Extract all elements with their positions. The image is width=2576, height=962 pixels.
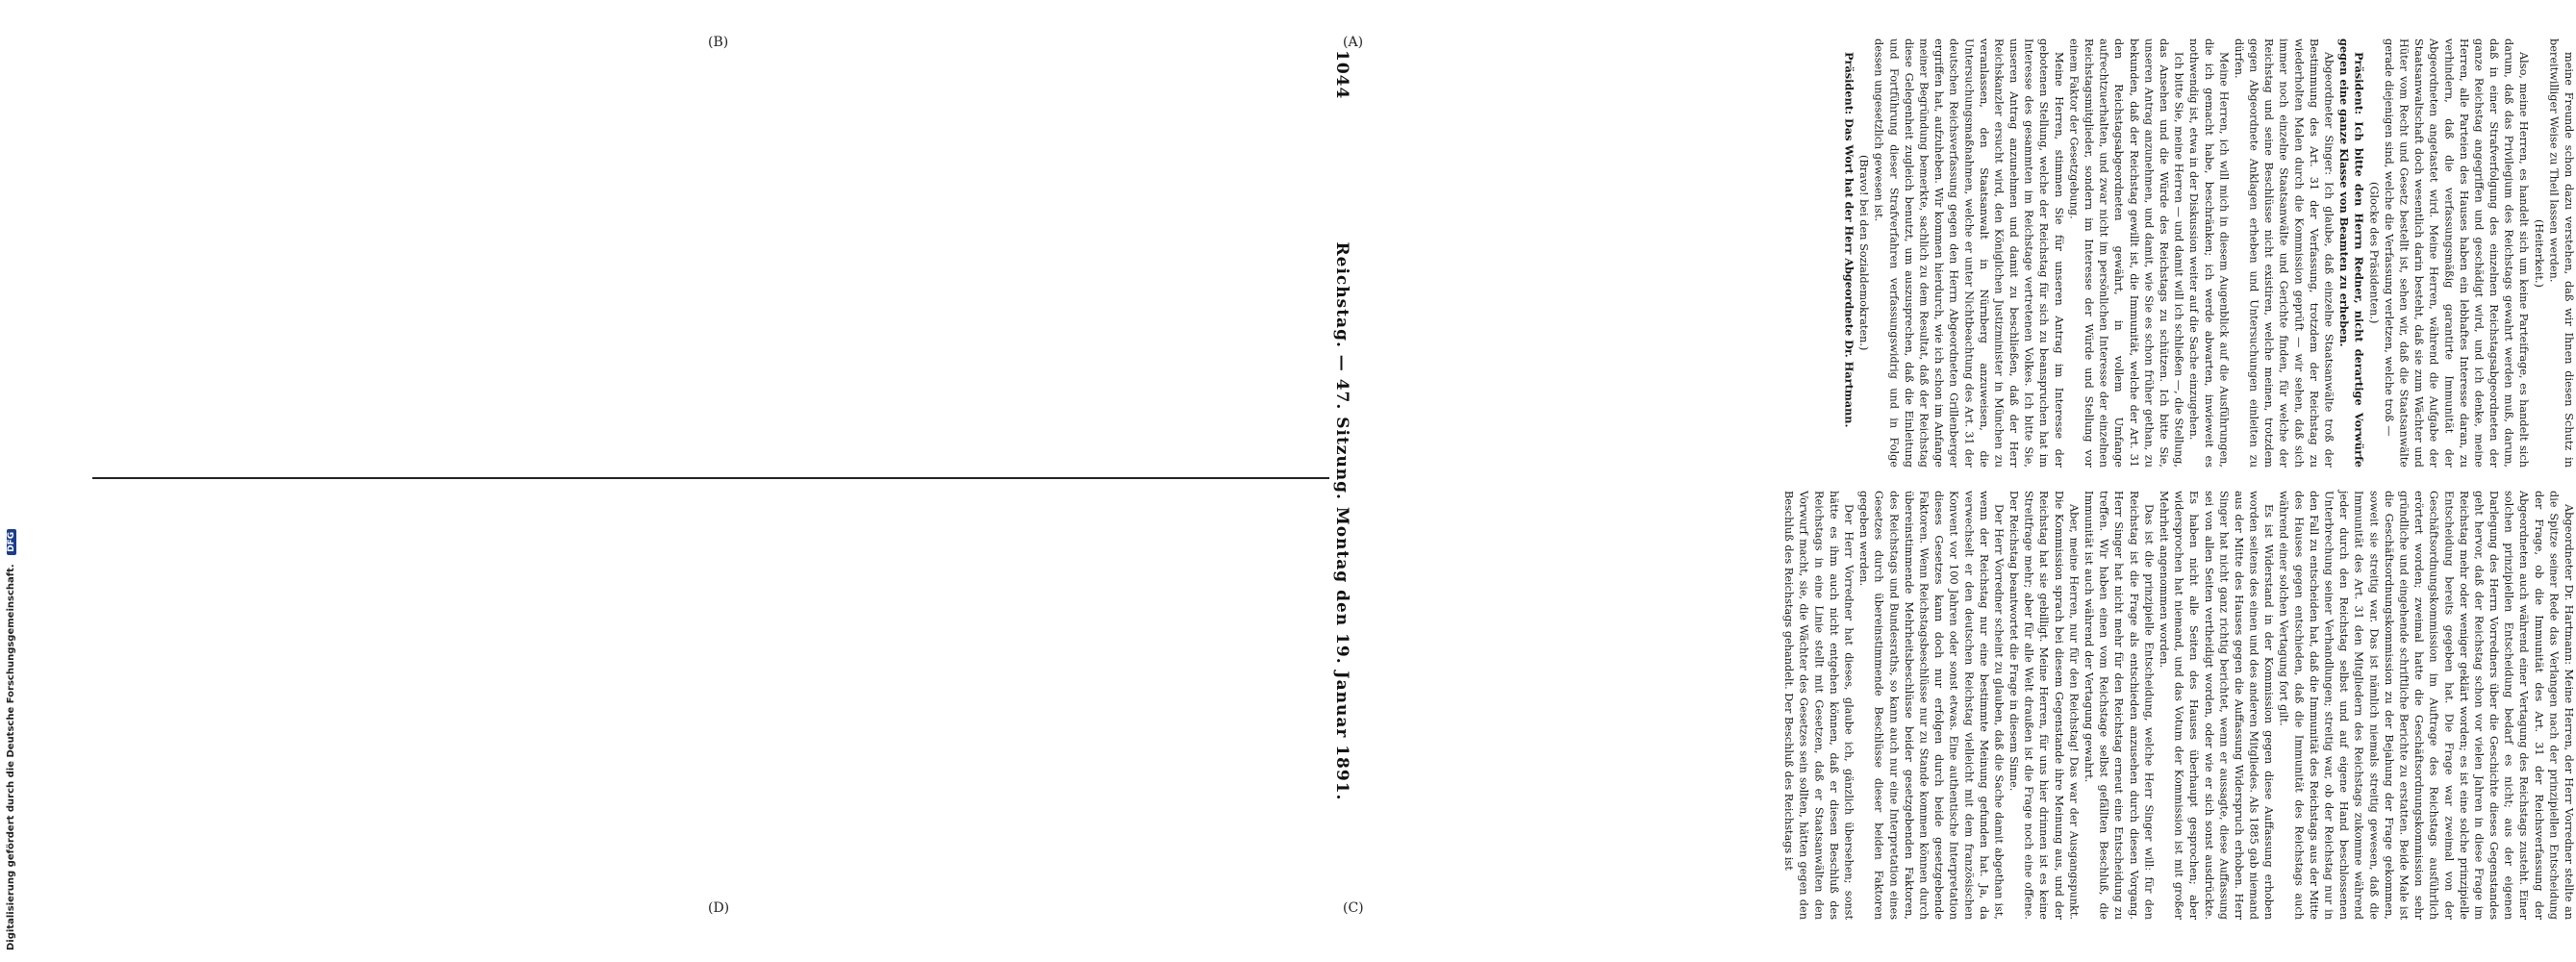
paragraph: Meine Herren, stimmen Sie für unseren Antrag im Interesse der gebotenen Stellung, welche der Reichstag für sich zu beanspruchen hat im Interesse des gesammten im Reichstage vertretenen Volkes. Ich bitte Sie, unseren Antrag anzunehmen und damit zu beschließen, daß der Herr Reichskanzler ersucht wird, den Königlichen Justizminister in München zu veranlassen, den Staatsanwalt in Nürnberg anzuweisen, die Untersuchungsmaßnahmen, welche er unter Nichtbeachtung des Art. 31 der deutschen Reichsverfassung gegen den Herrn Abgeordneten Grillenberger ergriffen hat, aufzuheben. Wir kommen hierdurch, wie ich schon im Anfange meiner Begründung bemerkte, sachlich zu dem Resultat, daß der Reichstag diese Gelegenheit zugleich benutzt, um auszusprechen, daß die Einleitung und Fortführung dieser Strafverfahren verfassungswidrig und in Folge dessen ungesetzlich gewesen ist. xyxy=(1872,38,2065,468)
paragraph: Es ist Widerstand in der Kommission gegen diese Auffassung erhoben worden seitens des einen und des anderen Mitgliedes. Als 1885 gab niemand aus der Mitte des Hauses gegen die Auffassung Widerspruch erhoben. Herr Singer hat nicht ganz richtig berichtet, wenn er aussagte, diese Auffassung sei von allen Seiten vertheidigt worden, oder wie er sich sonst ausdrückte. Es haben nicht alle Seiten des Hauses überhaupt gesprochen; aber widersprochen hat niemand, und das Votum der Kommission ist mit großer Mehrheit angenommen worden. xyxy=(2157,491,2276,920)
paragraph: Meine Herren, ich will mich in diesem Augenblick auf die Ausführungen, die ich gemacht habe, beschränken; ich werde abwarten, inwieweit es nothwendig ist, etwa in der Diskussion weiter auf die Sache einzugehen. xyxy=(2187,38,2231,468)
stage-direction: (Heiterkeit.) xyxy=(2532,218,2545,288)
paragraph: Präsident: Das Wort hat der Herr Abgeordnete Dr. Hartmann. xyxy=(1842,52,1856,428)
paragraph: Der Herr Vorredner hat dieses, glaube ich, gänzlich übersehen; sonst hätte es ihm auch nicht entgehen können, daß er diesen Beschluß des Reichstags in eine Linie stellt mit Gesetzen, daß er Staatsanwälten den Vorwurf macht, sie, die Wächter des Gesetzes sein sollten, hätten gegen den Beschluß des Reichstags gehandelt. Der Beschluß des Reichstags ist xyxy=(1782,491,1856,920)
column-divider xyxy=(92,477,1329,479)
paragraph: Also, meine Herren, es handelt sich um keine Parteifrage, es handelt sich darum, daß das Privilegium des Reichstags gewahrt werden muß, darum, daß in einer Strafverfolgung des einzelnen Reichstagsabgeordneten der ganze Reichstag angegriffen und geschädigt wird, und ich denke, meine Herren, alle Parteien des Hauses haben ein lebhaftes Interesse daran, zu verhindern, daß die verfassungsmäßig garantirte Immunität der Abgeordneten angetastet wird. Meine Herren, während die Aufgabe der Staatsanwaltschaft doch wesentlich darin besteht, daß sie zum Wächter und Hüter vom Recht und Gesetz bestellt ist, sehen wir, daß die Staatsanwälte gerade diejenigen sind, welche die Verfassung verletzen, welche troß — xyxy=(2382,38,2531,468)
paragraph: Abgeordneter Dr. Hartmann: Meine Herren, der Herr Vorredner stellte an die Spitze seiner Rede das Verlangen nach der prinzipiellen Entscheidung der Frage, ob die Immunität des Art. 31 der Reichsverfassung der Abgeordneten auch während einer Vertagung des Reichstags zusteht. Einer solchen prinzipiellen Entscheidung bedarf es nicht; aus der eigenen Darlegung des Herrn Vorredners über die Geschichte dieses Gegenstandes geht hervor, daß der Reichstag schon vor vielen Jahren in diese Frage im Reichstag mehr oder weniger geklärt worden; es ist eine solche prinzipielle Entscheidung bereits gegeben hat. Die Frage war zweimal von der Geschäftsordnungskommission im Auftrage des Reichstags ausführlich erörtert worden; zweimal hatte die Geschäftsordnungskommission sehr gründliche und eingehende schriftliche Berichte zu erstatten. Beide Male ist die Geschäftsordnungskommission zu der Bejahung der Frage gekommen, soweit sie streitig war. Das ist nämlich niemals streitig gewesen, daß die Immunität des Art. 31 den Mitgliedern des Reichstags zukomme während jeder durch den Reichstag selbst und auf eigene Hand beschlossenen Unterbrechung seiner Verhandlungen; streitig war, ob der Reichstag nur in den Fall zu entscheiden hat, daß die Immunität des Reichstags aus der Mitte des Hauses gegen entschieden, daß die Immunität des Reichstags auch während einer solchen Vertagung fort gilt. xyxy=(2277,491,2575,920)
paragraph: Abgeordneter Singer: Ich glaube, daß einzelne Staatsanwälte troß der Bestimmung des Art. 31 der Verfassung, trotzdem der Reichstag zu wiederholten Malen durch die Kommission geprüft — wir sehen, daß sich immer noch einzelne Staatsanwälte und Gerichte finden, für welche der Reichstag und seine Beschlüsse nicht existiren, welche meinen, trotzdem gegen Abgeordnete Anklagen erheben und Untersuchungen einleiten zu dürfen. xyxy=(2232,38,2336,468)
margin-letter-d: (D) xyxy=(708,900,730,916)
paragraph: Ich bitte Sie, meine Herren — und damit will ich schließen —, die Stellung, das Ansehen und die Würde des Reichstags zu schützen. Ich bitte Sie, unseren Antrag anzunehmen, und damit, wie Sie es schon früher gethan, zu bekunden, daß der Reichstag gewillt ist, die Immunität, welche der Art. 31 den Reichstagsabgeordneten gewährt, in vollem Umfange aufrechtzuerhalten, und zwar nicht im persönlichen Interesse der einzelnen Reichstagsmitglieder, sondern im Interesse der Würde und Stellung vor einem Faktor der Gesetzgebung. xyxy=(2067,38,2185,468)
margin-letter-a: (A) xyxy=(1343,35,1364,50)
paragraph: meine Freunde schon dazu verstehen, daß wir Ihnen diesen Schutz in bereitwilliger Weise zu Theil lassen werden. xyxy=(2547,38,2575,468)
margin-letter-b: (B) xyxy=(708,35,729,50)
page-title: Reichstag. — 47. Sitzung. Montag den 19. Januar 1891. xyxy=(1332,241,1351,801)
stage-direction: (Glocke des Präsidenten.) xyxy=(2367,182,2381,324)
footer-strip xyxy=(0,0,27,962)
paragraph: Das ist die prinzipielle Entscheidung, welche Herr Singer will: für den Reichstag ist die Frage als entschieden anzusehen durch diesen Vorgang. Herr Singer hat nicht mehr für den Reichstag erneut eine Entscheidung zu treffen. Wir haben einen vom Reichstage selbst gefällten Beschluß, die Immunität ist auch während der Vertagung gewahrt. xyxy=(2083,491,2156,920)
stage-direction: (Bravo! bei den Sozialdemokraten.) xyxy=(1857,155,1871,351)
paragraph: Der Herr Vorredner scheint zu glauben, daß die Sache damit abgethan ist, wenn der Reichstag nur eine bestimmte Meinung gefunden hat. Ja, da verwechselt er den deutschen Reichstag vielleicht mit dem französischen Konvent vor 100 Jahren oder sonst etwas. Eine authentische Interpretation dieses Gesetzes kann doch nur erfolgen durch beide gesetzgebende Faktoren. Wenn Reichstagsbeschlüsse nur zu Stande kommen können durch übereinstimmende Mehrheitsbeschlüsse beider gesetzgebenden Faktoren, des Reichstags und Bundesraths, so kann auch nur eine Interpretation eines Gesetzes durch übereinstimmende Beschlüsse dieser beiden Faktoren gegeben werden. xyxy=(1857,491,2006,920)
margin-letter-c: (C) xyxy=(1343,900,1364,916)
column-right xyxy=(1335,491,2576,922)
footer-text-wrap xyxy=(6,8,16,950)
dfg-logo-icon: DFG xyxy=(7,529,16,555)
paragraph: Präsident: Ich bitte den Herrn Redner, nicht derartige Vorwürfe gegen eine ganze Klasse von Beamten zu erheben. xyxy=(2337,38,2366,468)
footer-credit: Digitalisierung gefördert durch die Deutsche Forschungsgemeinschaft. xyxy=(6,564,16,950)
page-number: 1044 xyxy=(1332,50,1351,100)
column-left xyxy=(1335,38,2576,469)
paragraph: Aber, meine Herren, nur für den Reichstag! Das war der Ausgangspunkt. Die Kommission sprach bei diesem Gegenstande ihre Meinung aus, und der Reichstag hat sie gebilligt. Meine Herren, für uns hier drinnen ist es keine Streitfrage mehr; aber für alle Welt draußen ist die Frage noch eine offene. Der Reichstag beantwortet die Frage in diesem Sinne. xyxy=(2008,491,2081,920)
